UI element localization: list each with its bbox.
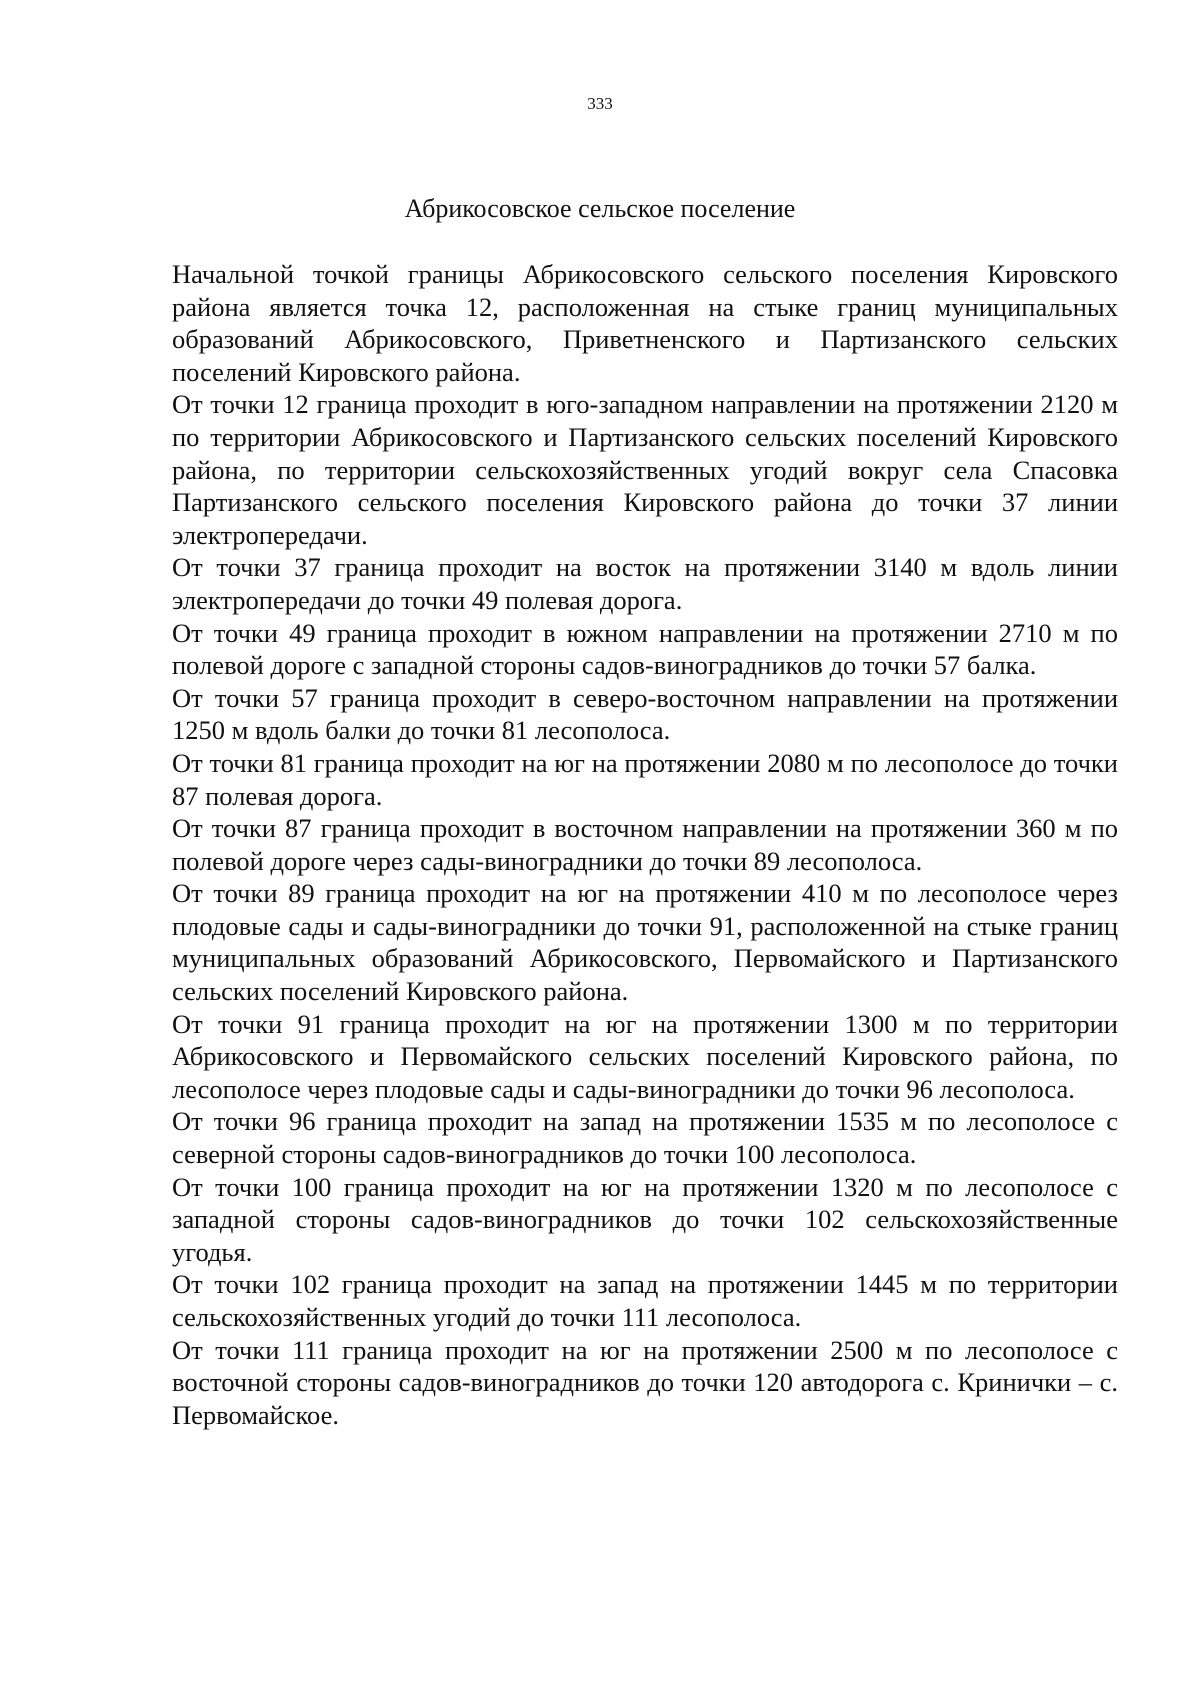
paragraph: От точки 89 граница проходит на юг на протяжении 410 м по лесополосе через плодовые сады и сады-виноградники до точки 91, расположенной на стыке границ муниципальных образований Абрикосовского, Первомайского и Партизанского сельских поселений Кировского района. [172,878,1118,1007]
paragraph: От точки 102 граница проходит на запад на протяжении 1445 м по территории сельскохозяйственных угодий до точки 111 лесополоса. [172,1269,1118,1332]
document-title: Абрикосовское сельское поселение [404,194,796,223]
paragraph: От точки 37 граница проходит на восток на протяжении 3140 м вдоль линии электропередачи до точки 49 полевая дорога. [172,552,1118,615]
paragraph: От точки 87 граница проходит в восточном направлении на протяжении 360 м по полевой дороге через сады-виноградники до точки 89 лесополоса. [172,813,1118,876]
paragraph: От точки 49 граница проходит в южном направлении на протяжении 2710 м по полевой дороге с западной стороны садов-виноградников до точки 57 балка. [172,617,1118,681]
document-body [172,258,1118,1431]
paragraph: От точки 96 граница проходит на запад на протяжении 1535 м по лесополосе с северной стороны садов-виноградников до точки 100 лесополоса. [172,1106,1118,1170]
paragraph: От точки 111 граница проходит на юг на протяжении 2500 м по лесополосе с восточной стороны садов-виноградников до точки 120 автодорога с. Кринички – с. Первомайское. [172,1334,1118,1430]
paragraph: От точки 100 граница проходит на юг на протяжении 1320 м по лесополосе с западной стороны садов-виноградников до точки 102 сельскохозяйственные угодья. [172,1171,1118,1267]
paragraph: От точки 91 граница проходит на юг на протяжении 1300 м по территории Абрикосовского и Первомайского сельских поселений Кировского района, по лесополосе через плодовые сады и сады-виноградники до точки 96 лесополоса. [172,1008,1118,1104]
paragraph: От точки 12 граница проходит в юго-западном направлении на протяжении 2120 м по территории Абрикосовского и Партизанского сельских поселений Кировского района, по территории сельскохозяйственных угодий вокруг села Спасовка Партизанского сельского поселения Кировского района до точки 37 линии электропередачи. [172,389,1118,550]
page-number: 333 [587,94,613,113]
paragraph: Начальной точкой границы Абрикосовского сельского поселения Кировского района является точка 12, расположенная на стыке границ муниципальных образований Абрикосовского, Приветненского и Партизанского сельских поселений Кировского района. [172,259,1118,387]
paragraph: От точки 81 граница проходит на юг на протяжении 2080 м по лесополосе до точки 87 полевая дорога. [172,747,1118,811]
paragraph: От точки 57 граница проходит в северо-восточном направлении на протяжении 1250 м вдоль балки до точки 81 лесополоса. [172,682,1118,746]
